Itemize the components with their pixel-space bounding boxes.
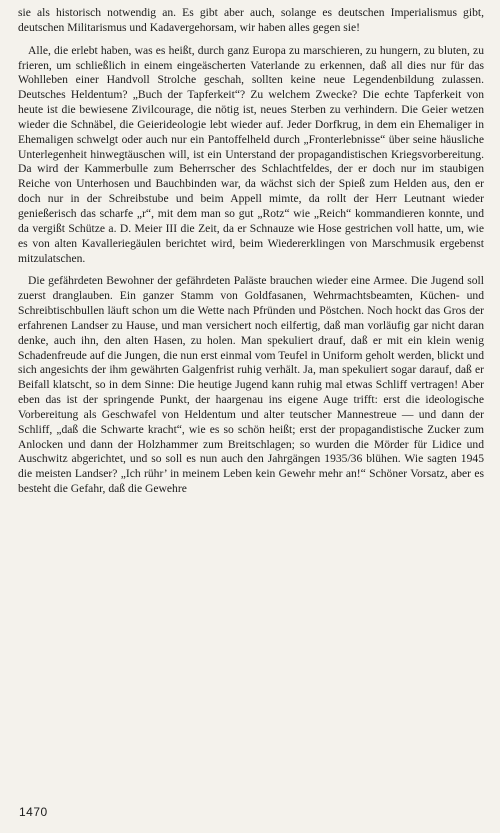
paragraph-3: Die gefährdeten Bewohner der gefährdeten Paläste brauchen wieder eine Armee. Die Jugend soll zuerst dranglauben. Ein ganzer Stamm von Goldfasanen, Wehrmachtsbeamten, Küchen- und Schreibtischbullen läuft schon um die Wette nach Pfründen und Pöstchen. Noch hockt das Gros der erfahrenen Landser zu Hause, und man versichert noch eilfertig, daß man vorläufig gar nicht daran denke, auch ihn, den alten Hasen, zu holen. Man spekuliert drauf, daß er mit ein klein wenig Schadenfreude auf die Jungen, die nun erst einmal vom Teufel in Uniform geholt werden, blickt und sich angesichts der ihm gewährten Galgenfrist ruhig verhält. Ja, man spekuliert sogar darauf, daß er Beifall klatscht, so in dem Sinne: Die heutige Jugend kann ruhig mal etwas Schliff vertragen! Aber eben das ist der springende Punkt, der haargenau ins eigene Auge trifft: erst die ideologische Vorbereitung als Geschwafel von Heldentum und alter teutscher Mannestreue — und dann der Schliff, „daß die Schwarte kracht“, wie es so schön heißt; erst der propagandistische Zucker zum Anlocken und dann der Holzhammer zum Breitschlagen; so wurden die Mörder für Lidice und Auschwitz abgerichtet, und so soll es nun auch den Jahrgängen 1935/36 blühen. Wie sagten 1945 die meisten Landser? „Ich rühr’ in meinem Leben kein Gewehr mehr an!“ Schöner Vorsatz, aber es besteht die Gefahr, daß die Gewehre xyxy=(18,274,484,496)
paragraph-1: sie als historisch notwendig an. Es gibt aber auch, solange es deutschen Imperialismus gibt, deutschen Militarismus und Kadavergehorsam, wir haben alles gegen sie! xyxy=(18,6,484,34)
page-number: 1470 xyxy=(19,805,48,819)
paragraph-2: Alle, die erlebt haben, was es heißt, durch ganz Europa zu marschieren, zu hungern, zu bluten, zu frieren, um schließlich in einem eingeäscherten Vaterlande zu erkennen, daß all dies nur für das Wohlleben einer Handvoll Strolche geschah, sollten keine neue Legendenbildung zulassen. Deutsches Heldentum? „Buch der Tapferkeit“? Zu welchem Zwecke? Die echte Tapferkeit von heute ist die bewiesene Zivilcourage, die nötig ist, neues Sterben zu verhindern. Die Geier wetzen wieder die Schnäbel, die Geierideologie lebt wieder auf. Jeder Dorfkrug, in dem ein Ehemaliger in Ehemaligen schwelgt oder auch nur ein Pantoffelheld durch „Fronterlebnisse“ über seine häusliche Unterlegenheit hinwegtäuschen will, ist ein Unterstand der propagandistischen Kriegsvorbereitung. Da wird der Kammerbulle zum Beherrscher des Schlachtfeldes, der er doch nur im staubigen Reiche von Unterhosen und Bauchbinden war, da wächst sich der Spieß zum Helden aus, den er doch nur in der Schreibstube und beim Appell mimte, da rollt der Herr Leutnant wieder genießerisch das scharfe „r“, mit dem man so gut „Rotz“ wie „Reich“ kommandieren konnte, und da vergißt Schütze a. D. Meier III die Zeit, da er Schnauze wie Hose gestrichen voll hatte, um, wie es von alten Kavalleriegäulen berichtet wird, beim Wiedererklingen von Marschmusik ergebenst mitzulatschen. xyxy=(18,43,484,265)
